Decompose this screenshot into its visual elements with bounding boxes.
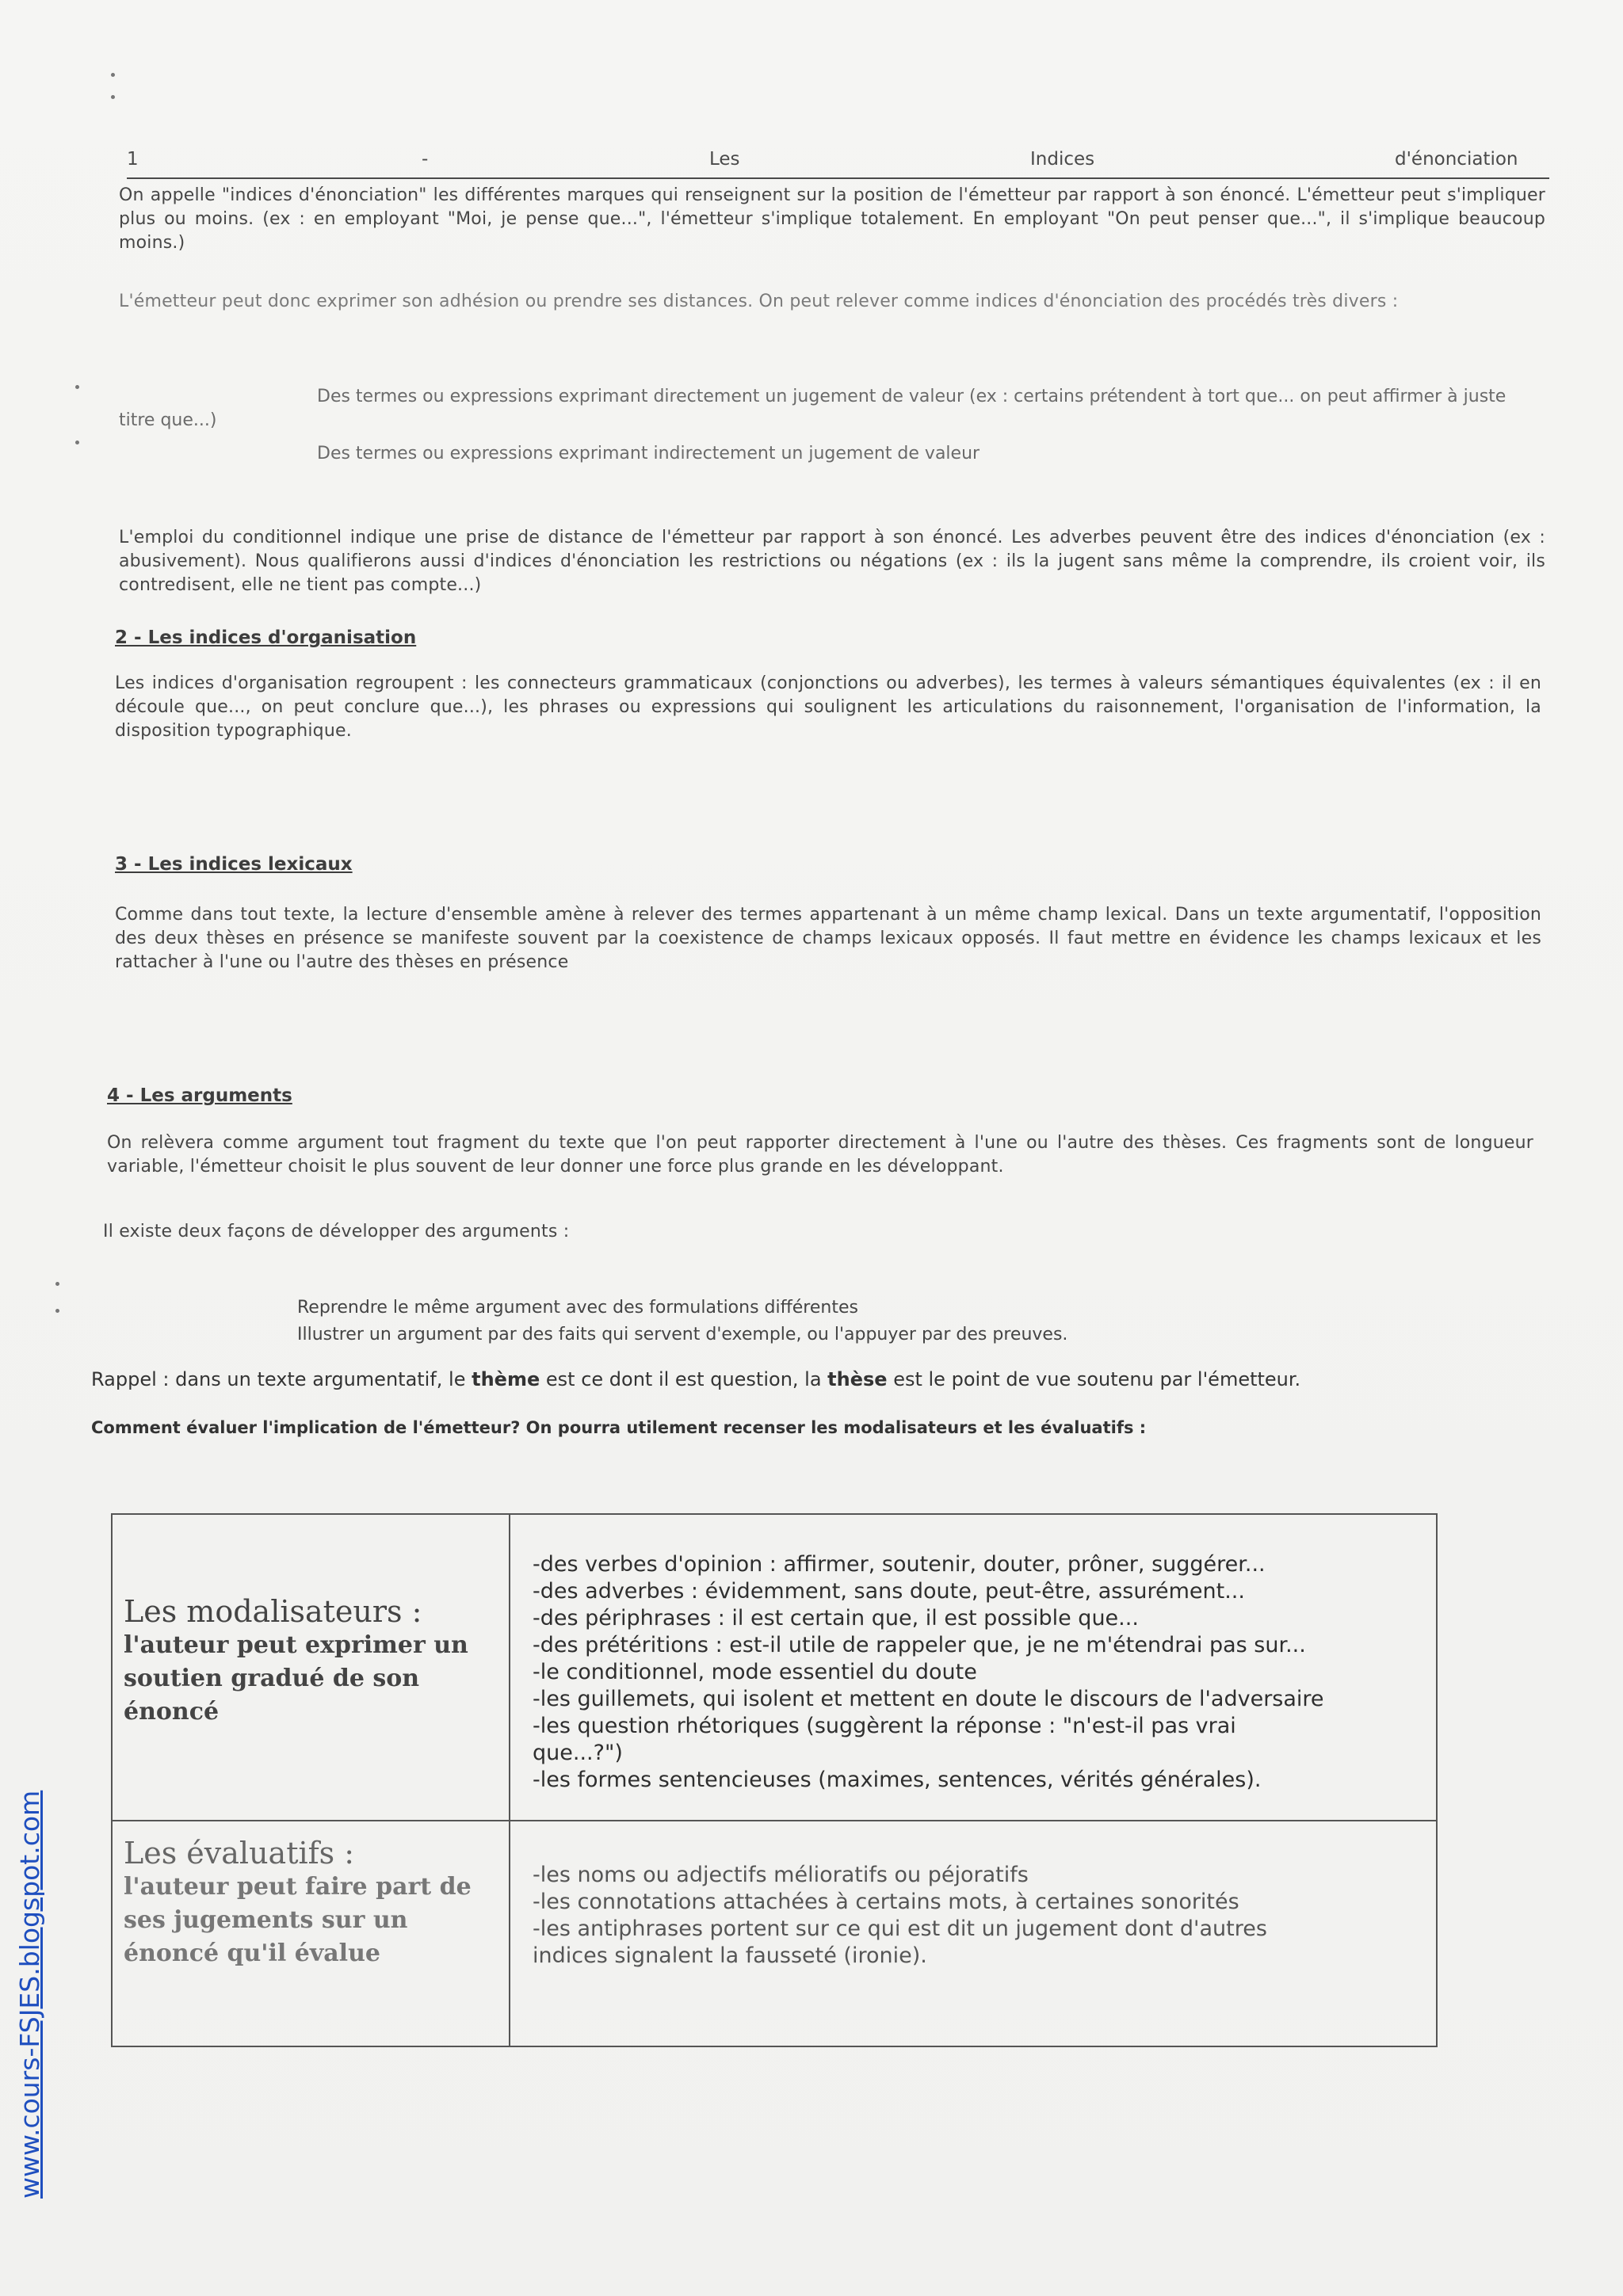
bullet [75,385,79,389]
bullet [75,441,79,444]
blog-link[interactable]: www.cours-FSJES.blogspot.com [14,1790,45,2199]
rappel-line [91,1368,1300,1390]
section-number: 1 [127,149,139,170]
heading-lexicaux: 3 - Les indices lexicaux [115,854,353,875]
bullet [55,1282,59,1286]
rappel-these: thèse [827,1368,888,1390]
list-item: -le conditionnel, mode essentiel du doute [533,1660,977,1684]
arguments-intro: Il existe deux façons de développer des arguments : [103,1222,570,1241]
list-item: -les question rhétoriques (suggèrent la réponse : "n'est-il pas vrai [533,1714,1236,1738]
intro-item-2: Des termes ou expressions exprimant indirectement un jugement de valeur [317,444,980,463]
modalisateurs-subtitle: l'auteur peut exprimer un soutien gradué de son énoncé [124,1631,468,1726]
modalisateurs-title: Les modalisateurs : [124,1594,422,1629]
list-item: -des verbes d'opinion : affirmer, soutenir, douter, prôner, suggérer... [533,1552,1266,1577]
intro-paragraph-3: L'emploi du conditionnel indique une prise de distance de l'émetteur par rapport à son énoncé. Les adverbes peuvent être des indices d'énonciation (ex : abusivement). Nous qualifierons aussi d'indices d'énonciation les restrictions ou négations (ex : ils la jugent sans même la comprendre, ils croient voir, ils contredisent, elle ne tient pas compte...) [119,528,1545,595]
rappel-part-3: est le point de vue soutenu par l'émetteur. [887,1368,1301,1390]
list-item: -les guillemets, qui isolent et mettent en doute le discours de l'adversaire [533,1687,1324,1711]
rappel-theme: thème [472,1368,540,1390]
arguments-item-2: Illustrer un argument par des faits qui servent d'exemple, ou l'appuyer par des preuves. [297,1325,1068,1344]
list-item: -des adverbes : évidemment, sans doute, peut-être, assurément... [533,1579,1245,1604]
section-dash: - [422,149,429,170]
arguments-paragraph: On relèvera comme argument tout fragment du texte que l'on peut rapporter directement à l'une ou l'autre des thèses. Ces fragments sont de longueur variable, l'émetteur choisit le plus souvent de leur donner une force plus grande en les développant. [107,1133,1533,1177]
question-line: Comment évaluer l'implication de l'émetteur? On pourra utilement recenser les modalisateurs et les évaluatifs : [91,1418,1147,1437]
organisation-paragraph: Les indices d'organisation regroupent : les connecteurs grammaticaux (conjonctions ou adverbes), les termes à valeurs sémantiques équivalentes (ex : il en découle que..., on peut conclure que...), les phrases ou expressions qui soulignent les articulations du raisonnement, l'organisation de l'information, la disposition typographique. [115,673,1541,741]
table-row-divider [113,1820,1436,1821]
list-item: -des périphrases : il est certain que, il est possible que... [533,1606,1139,1630]
section-title [127,146,1549,179]
intro-paragraph-2: L'émetteur peut donc exprimer son adhésion ou prendre ses distances. On peut relever comme indices d'énonciation des procédés très divers : [119,292,1399,311]
intro-item-1: Des termes ou expressions exprimant directement un jugement de valeur (ex : certains prétendent à tort que... on peut affirmer à juste titre que...) [119,387,1507,430]
list-item: que...?") [533,1741,623,1765]
scan-speck [111,73,115,77]
evaluatifs-list [533,1862,1267,1970]
list-item: -les antiphrases portent sur ce qui est dit un jugement dont d'autres [533,1917,1267,1941]
section-title-word-1: Les [709,149,740,170]
bullet [55,1309,59,1313]
modalisateurs-list [533,1551,1324,1794]
evaluatifs-subtitle: l'auteur peut faire part de ses jugements sur un énoncé qu'il évalue [124,1873,472,1967]
heading-organisation: 2 - Les indices d'organisation [115,627,417,648]
rappel-part-2: est ce dont il est question, la [540,1368,828,1390]
evaluatifs-title: Les évaluatifs : [124,1836,355,1871]
section-title-word-3: d'énonciation [1395,149,1518,170]
summary-table [111,1513,1438,2047]
section-title-word-2: Indices [1030,149,1095,170]
list-item: -les noms ou adjectifs mélioratifs ou péjoratifs [533,1863,1029,1887]
rappel-part-1: Rappel : dans un texte argumentatif, le [91,1368,472,1390]
modalisateurs-label-cell [124,1594,496,1729]
list-item: indices signalent la fausseté (ironie). [533,1943,927,1968]
lexicaux-paragraph: Comme dans tout texte, la lecture d'ensemble amène à relever des termes appartenant à un même champ lexical. Dans un texte argumentatif, l'opposition des deux thèses en présence se manifeste souvent par la coexistence de champs lexicaux opposés. Il faut mettre en évidence les champs lexicaux et les rattacher à l'une ou l'autre des thèses en présence [115,905,1541,972]
arguments-item-1: Reprendre le même argument avec des formulations différentes [297,1298,858,1318]
table-column-divider [509,1515,510,2046]
scan-speck [111,95,115,99]
list-item: -les formes sentencieuses (maximes, sentences, vérités générales). [533,1768,1262,1792]
heading-arguments: 4 - Les arguments [107,1085,292,1106]
evaluatifs-label-cell [124,1836,496,1970]
intro-paragraph-1: On appelle "indices d'énonciation" les différentes marques qui renseignent sur la position de l'émetteur par rapport à son énoncé. L'émetteur peut s'impliquer plus ou moins. (ex : en employant "Moi, je pense que...", l'émetteur s'implique totalement. En employant "On peut penser que...", il s'implique beaucoup moins.) [119,185,1545,253]
list-item: -des prétéritions : est-il utile de rappeler que, je ne m'étendrai pas sur... [533,1633,1306,1657]
list-item: -les connotations attachées à certains mots, à certaines sonorités [533,1890,1239,1914]
